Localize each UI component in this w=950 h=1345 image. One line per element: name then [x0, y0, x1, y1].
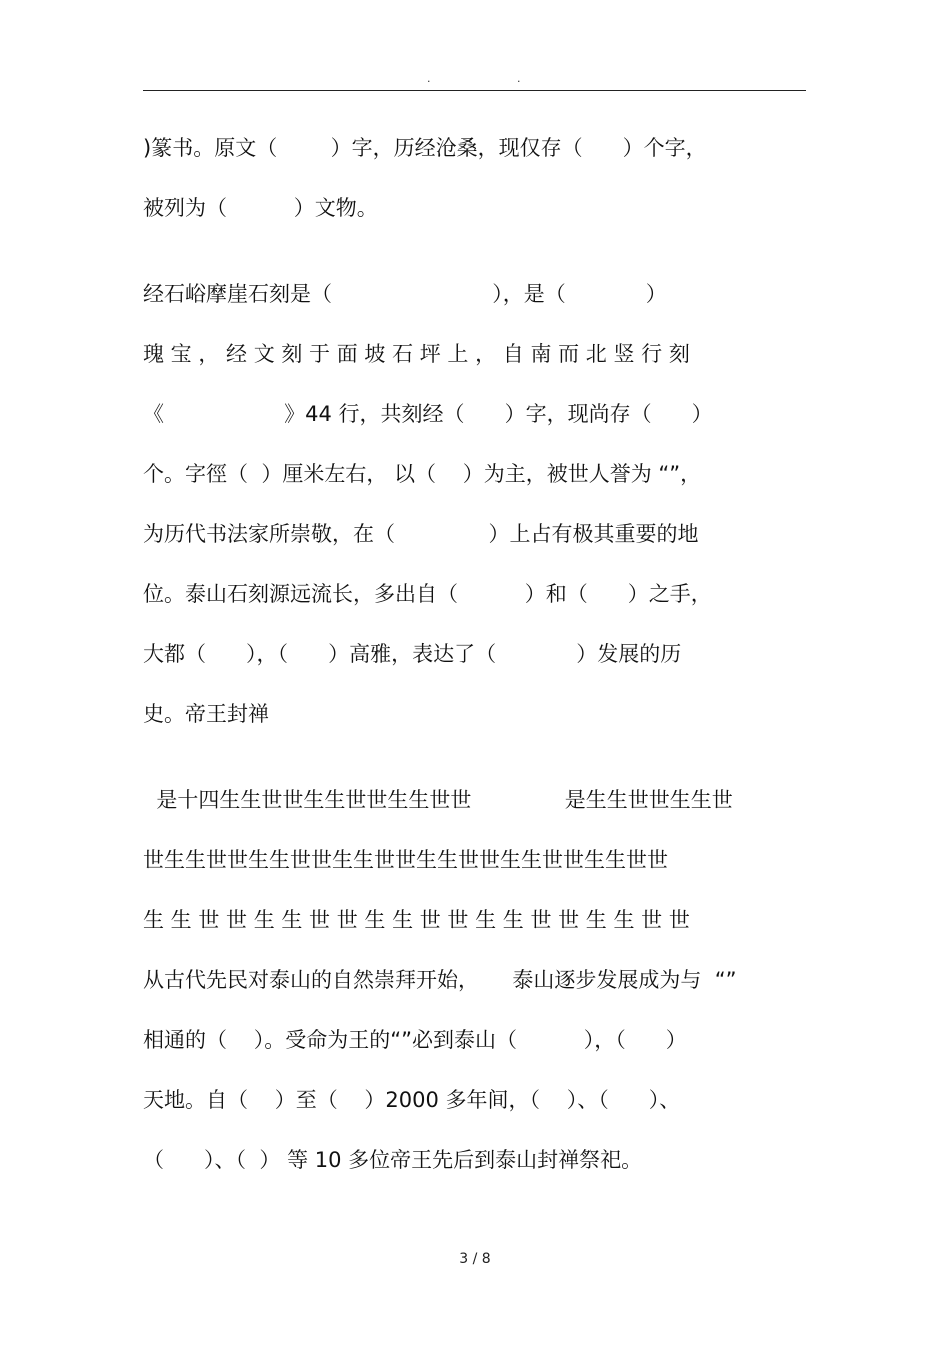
text-line-15: 相通的（ ）。受命为王的“”必到泰山（ ），（ ） — [143, 1028, 687, 1052]
header-dot: . — [427, 72, 431, 85]
header-dots — [0, 72, 950, 86]
text-line-17: （ ）、（ ） 等 10 多位帝王先后到泰山封禅祭祀。 — [143, 1148, 643, 1172]
text-line-3: 经石峪摩崖石刻是（ ），是（ ） — [143, 282, 667, 306]
header-rule — [143, 90, 806, 91]
text-line-9: 大都（ ），（ ）高雅，表达了（ ）发展的历 — [143, 642, 682, 666]
header-dot: . — [517, 72, 521, 85]
text-line-5: 《 》44 行，共刻经（ ）字，现尚存（ ） — [143, 402, 713, 426]
text-line-10: 史。帝王封禅 — [143, 702, 269, 726]
page-number: 3 / 8 — [459, 1251, 491, 1267]
text-line-11: 是十四生生世世生生世世生生世世 是生生世世生生世 — [143, 788, 733, 812]
text-line-2: 被列为（ ）文物。 — [143, 196, 378, 220]
text-line-4: 瑰 宝 ， 经 文 刻 于 面 坡 石 坪 上 ， 自 南 而 北 竖 行 刻 — [143, 342, 690, 366]
text-line-14: 从古代先民对泰山的自然崇拜开始， 泰山逐步发展成为与 “” — [143, 968, 737, 992]
text-line-13: 生 生 世 世 生 生 世 世 生 生 世 世 生 生 世 世 生 生 世 世 — [143, 908, 690, 932]
text-line-12: 世生生世世生生世世生生世世生生世世生生世世生生世世 — [143, 848, 668, 872]
text-line-7: 为历代书法家所崇敬，在（ ）上占有极其重要的地 — [143, 522, 699, 546]
text-line-16: 天地。自（ ）至（ ）2000 多年间，（ ）、（ ）、 — [143, 1088, 681, 1112]
text-line-8: 位。泰山石刻源远流长，多出自（ ）和（ ）之手， — [143, 582, 712, 606]
text-line-1: )篆书。原文（ ）字，历经沧桑，现仅存（ ）个字， — [143, 136, 707, 160]
text-line-6: 个。字徑（ ）厘米左右， 以（ ）为主，被世人誉为 “”， — [143, 462, 702, 486]
